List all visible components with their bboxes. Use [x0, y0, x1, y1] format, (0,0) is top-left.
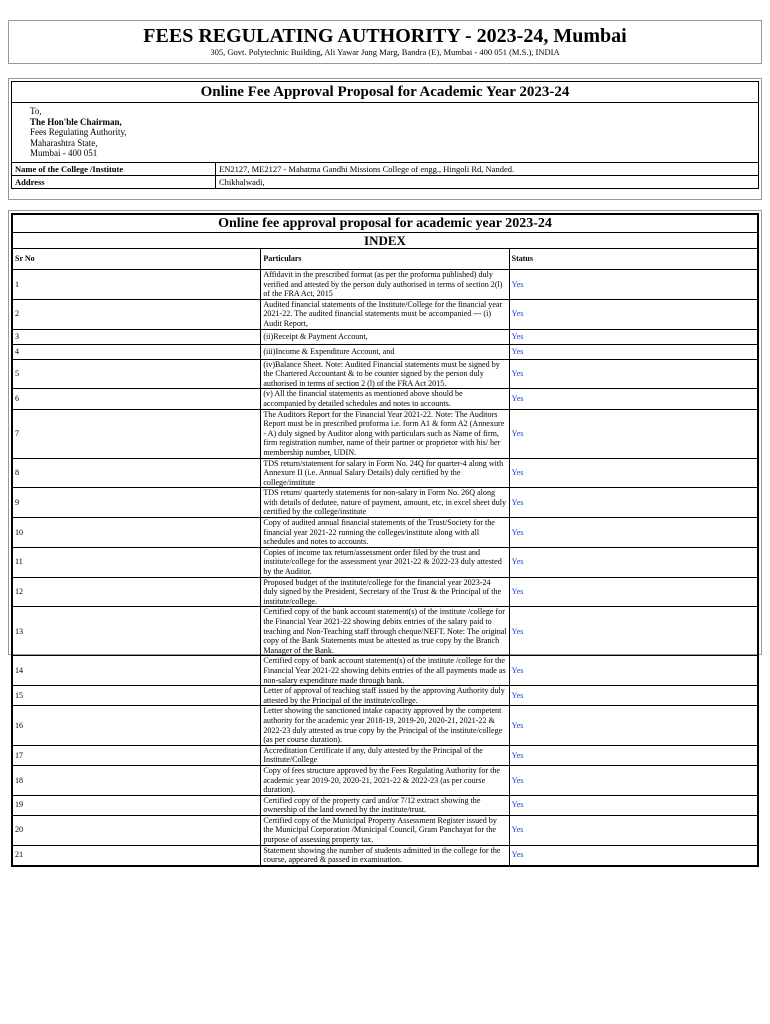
row-status: Yes [509, 745, 757, 765]
row-particulars: Audited financial statements of the Institute/College for the financial year 2021-22. The audited financial statements must be accompanied --- (i) Audit Report, [261, 299, 509, 329]
row-sr-number: 11 [13, 547, 261, 577]
table-row [13, 270, 758, 300]
table-row [13, 656, 758, 686]
row-status: Yes [509, 577, 757, 607]
row-sr-number: 5 [13, 359, 261, 389]
table-row [13, 765, 758, 795]
row-particulars: Proposed budget of the institute/college for the financial year 2023-24 duly signed by the President, Secretary of the Trust & the Principal of the institute/college. [261, 577, 509, 607]
index-box [11, 213, 759, 867]
row-status: Yes [509, 329, 757, 344]
index-heading: INDEX [13, 233, 758, 249]
table-row [13, 458, 758, 488]
table-row [13, 845, 758, 865]
table-row [13, 329, 758, 344]
row-particulars: Certified copy of the property card and/or 7/12 extract showing the ownership of the land owned by the institute/trust. [261, 795, 509, 815]
row-status: Yes [509, 765, 757, 795]
row-status: Yes [509, 299, 757, 329]
row-sr-number: 12 [13, 577, 261, 607]
table-row [13, 745, 758, 765]
row-status: Yes [509, 409, 757, 458]
row-particulars: (iii)Income & Expenditure Account, and [261, 344, 509, 359]
row-status: Yes [509, 518, 757, 548]
index-title: Online fee approval proposal for academic year 2023-24 [13, 215, 758, 233]
row-particulars: (iv)Balance Sheet. Note: Audited Financial statements must be signed by the Chartered Accountant & to be counter signed by the person duly authorised in terms of section 2 (l) of the FRA Act 2015. [261, 359, 509, 389]
recipient-line: Mumbai - 400 051 [30, 148, 98, 158]
table-row [13, 577, 758, 607]
row-particulars: Certified copy of the Municipal Property Assessment Register issued by the Municipal Corporation /Municipal Council, Gram Panchayat for the purpose of assessing property tax. [261, 815, 509, 845]
row-status: Yes [509, 656, 757, 686]
recipient-line: Maharashtra State, [30, 137, 98, 148]
row-particulars: Affidavit in the prescribed format (as per the proforma published) duly verified and attested by the person duly authorised in terms of section 2(l) of the FRA Act, 2015 [261, 270, 509, 300]
row-particulars: (ii)Receipt & Payment Account, [261, 329, 509, 344]
row-particulars: Statement showing the number of students admitted in the college for the course, appeared & passed in examination. [261, 845, 509, 865]
row-status: Yes [509, 488, 757, 518]
table-row [13, 547, 758, 577]
proposal-box [11, 81, 759, 189]
college-name-label: Name of the College /Institute [12, 163, 216, 175]
table-row [13, 518, 758, 548]
row-sr-number: 17 [13, 745, 261, 765]
proposal-panel [8, 78, 762, 200]
recipient-line: Fees Regulating Authority, [30, 127, 127, 137]
row-status: Yes [509, 795, 757, 815]
row-status: Yes [509, 270, 757, 300]
row-sr-number: 16 [13, 706, 261, 745]
row-particulars: TDS return/statement for salary in Form No. 24Q for quarter-4 along with Annexure II (i.e. Annual Salary Details) duly certified by the college/institute [261, 458, 509, 488]
table-row [13, 299, 758, 329]
college-name-row [12, 163, 758, 176]
row-status: Yes [509, 389, 757, 409]
row-sr-number: 3 [13, 329, 261, 344]
row-particulars: (v) All the financial statements as mentioned above should be accompanied by detailed schedules and notes to accounts. [261, 389, 509, 409]
row-sr-number: 1 [13, 270, 261, 300]
index-table [12, 214, 758, 866]
college-address-row [12, 176, 758, 188]
row-status: Yes [509, 458, 757, 488]
recipient-block [12, 103, 758, 163]
table-row [13, 607, 758, 656]
authority-header [8, 20, 762, 64]
row-particulars: TDS return/ quarterly statements for non-salary in Form No. 26Q along with details of dedutee, nature of payment, amount, etc, in excel sheet duly certified by the college/institute [261, 488, 509, 518]
row-particulars: Certified copy of the bank account statement(s) of the institute /college for the Financial Year 2021-22 showing debits entries of the salary paid to teaching and Non-Teaching staff through cheque/NEFT. Note: The original copy of the Bank Statements must be attested as true copy by the Branch Manager of the Bank. [261, 607, 509, 656]
row-sr-number: 20 [13, 815, 261, 845]
row-status: Yes [509, 686, 757, 706]
row-sr-number: 7 [13, 409, 261, 458]
row-particulars: Letter showing the sanctioned intake capacity approved by the competent authority for the academic year 2018-19, 2019-20, 2020-21, 2021-22 & 2022-23 duly attested as true copy by the Principal of the institute/college (as per course duration). [261, 706, 509, 745]
table-row [13, 706, 758, 745]
table-row [13, 389, 758, 409]
row-sr-number: 2 [13, 299, 261, 329]
row-sr-number: 8 [13, 458, 261, 488]
proposal-title: Online Fee Approval Proposal for Academic Year 2023-24 [12, 82, 758, 103]
table-row [13, 686, 758, 706]
row-particulars: The Auditors Report for the Financial Year 2021-22. Note: The Auditors Report must be in prescribed proforma i.e. form A1 & form A2 (Annexure - A) duly signed by Auditor along with particulars such as Name of firm, firm registration number, name of their partner or proprietor with his/ her membership number, UDIN. [261, 409, 509, 458]
row-particulars: Copy of fees structure approved by the Fees Regulating Authority for the academic year 2019-20, 2020-21, 2021-22 & 2022-23 (as per course duration). [261, 765, 509, 795]
index-header-row [13, 249, 758, 270]
row-sr-number: 13 [13, 607, 261, 656]
row-status: Yes [509, 815, 757, 845]
row-sr-number: 4 [13, 344, 261, 359]
row-particulars: Letter of approval of teaching staff issued by the approving Authority duly attested by the Principal of the institute/college. [261, 686, 509, 706]
row-sr-number: 14 [13, 656, 261, 686]
table-row [13, 795, 758, 815]
col-sr-header: Sr No [13, 249, 261, 270]
college-address-value: Chikhalwadi, [219, 176, 265, 187]
index-panel [8, 210, 762, 865]
college-name-value: EN2127, ME2127 - Mahatma Gandhi Missions College of engg., Hingoli Rd, Nanded. [219, 163, 515, 174]
row-particulars: Copies of income tax return/assessment order filed by the trust and institute/college for the assessment year 2021-22 & 2022-23 duly attested by the Auditor. [261, 547, 509, 577]
row-particulars: Certified copy of bank account statement(s) of the institute /college for the Financial Year 2021-22 showing debits entries of the all payments made as non-salary expenditure made through bank. [261, 656, 509, 686]
table-row [13, 409, 758, 458]
row-particulars: Copy of audited annual financial statements of the Trust/Society for the financial year 2021-22 running the colleges/institute along with all schedules and notes to accounts. [261, 518, 509, 548]
row-status: Yes [509, 845, 757, 865]
table-row [13, 488, 758, 518]
college-address-label: Address [12, 176, 216, 188]
row-sr-number: 15 [13, 686, 261, 706]
table-row [13, 815, 758, 845]
row-status: Yes [509, 706, 757, 745]
row-status: Yes [509, 344, 757, 359]
table-row [13, 359, 758, 389]
row-sr-number: 19 [13, 795, 261, 815]
row-sr-number: 18 [13, 765, 261, 795]
row-status: Yes [509, 359, 757, 389]
col-particulars-header: Particulars [261, 249, 509, 270]
authority-address: 305, Govt. Polytechnic Building, Ali Yawar Jung Marg, Bandra (E), Mumbai - 400 051 (M.S.), INDIA [210, 47, 560, 57]
table-row [13, 344, 758, 359]
authority-title: FEES REGULATING AUTHORITY - 2023-24, Mumbai [143, 25, 627, 47]
to-label: To, [30, 106, 42, 116]
row-sr-number: 6 [13, 389, 261, 409]
row-status: Yes [509, 547, 757, 577]
col-status-header: Status [509, 249, 757, 270]
row-particulars: Accreditation Certificate if any, duly attested by the Principal of the Institute/College [261, 745, 509, 765]
row-status: Yes [509, 607, 757, 656]
row-sr-number: 10 [13, 518, 261, 548]
recipient-name: The Hon'ble Chairman, [30, 116, 122, 127]
row-sr-number: 21 [13, 845, 261, 865]
row-sr-number: 9 [13, 488, 261, 518]
